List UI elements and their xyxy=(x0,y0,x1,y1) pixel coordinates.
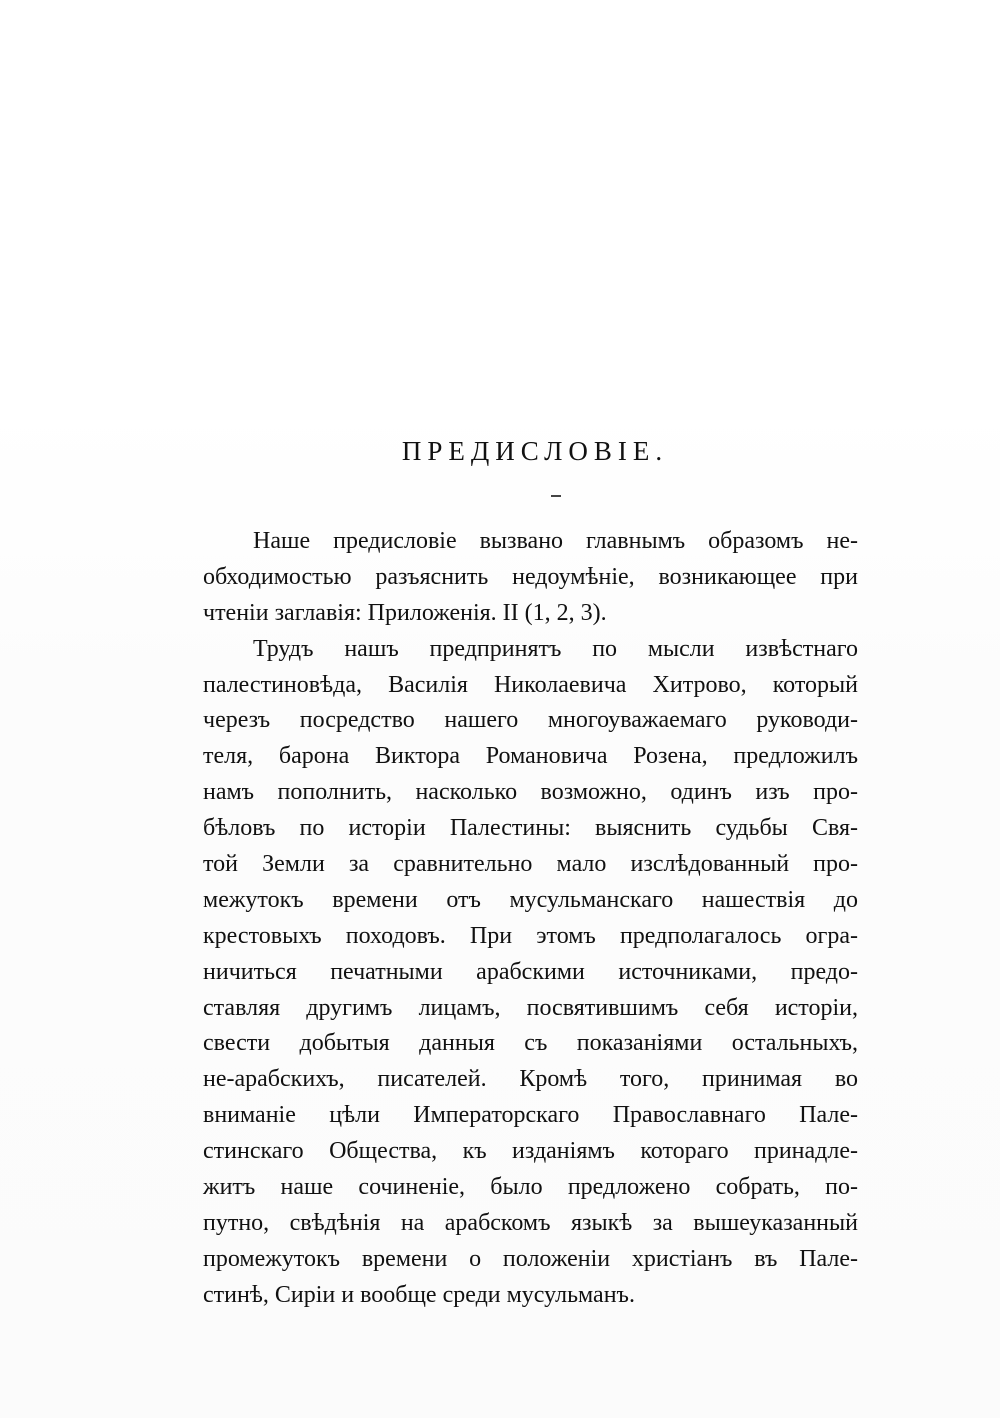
text-line: стинскаго Общества, къ изданіямъ котораго принадле- xyxy=(203,1138,858,1165)
text-line: чтеніи заглавія: Приложенія. II (1, 2, 3). xyxy=(203,599,607,626)
text-line: ничиться печатными арабскими источниками, предо- xyxy=(203,958,858,985)
page-title: ПРЕДИСЛОВІЕ. xyxy=(401,436,669,466)
text-line: межутокъ времени отъ мусульманскаго нашествія до xyxy=(203,886,858,913)
text-line: черезъ посредство нашего многоуважаемаго руководи- xyxy=(203,707,858,734)
text-line: намъ пополнить, насколько возможно, одинъ изъ про- xyxy=(203,779,858,806)
text-line: ставляя другимъ лицамъ, посвятившимъ себя исторіи, xyxy=(203,994,858,1021)
text-line: той Земли за сравнительно мало изслѣдованный про- xyxy=(203,851,858,878)
text-line: свести добытыя данныя съ показаніями остальныхъ, xyxy=(203,1030,858,1057)
text-line: вниманіе цѣли Императорскаго Православнаго Пале- xyxy=(203,1102,858,1129)
text-line: не-арабскихъ, писателей. Кромѣ того, принимая во xyxy=(203,1066,858,1093)
text-line: Наше предисловіе вызвано главнымъ образомъ не- xyxy=(253,528,858,554)
text-line: обходимостью разъяснить недоумѣніе, возникающее при xyxy=(203,563,858,590)
text-line: крестовыхъ походовъ. При этомъ предполагалось огра- xyxy=(203,922,858,949)
text-line: путно, свѣдѣнія на арабскомъ языкѣ за вышеуказанный xyxy=(203,1209,858,1236)
text-line: стинѣ, Сиріи и вообще среди мусульманъ. xyxy=(203,1281,635,1308)
text-line: житъ наше сочиненіе, было предложено собрать, по- xyxy=(203,1174,858,1201)
body-text xyxy=(203,524,858,1314)
title-divider xyxy=(551,495,561,497)
text-line: Трудъ нашъ предпринятъ по мысли извѣстнаго xyxy=(253,635,858,662)
text-line: палестиновѣда, Василія Николаевича Хитрово, который xyxy=(203,671,858,698)
text-line: промежутокъ времени о положеніи христіанъ въ Пале- xyxy=(203,1245,858,1272)
text-line: теля, барона Виктора Романовича Розена, предложилъ xyxy=(203,743,858,770)
text-line: бѣловъ по исторіи Палестины: выяснить судьбы Свя- xyxy=(203,815,858,842)
